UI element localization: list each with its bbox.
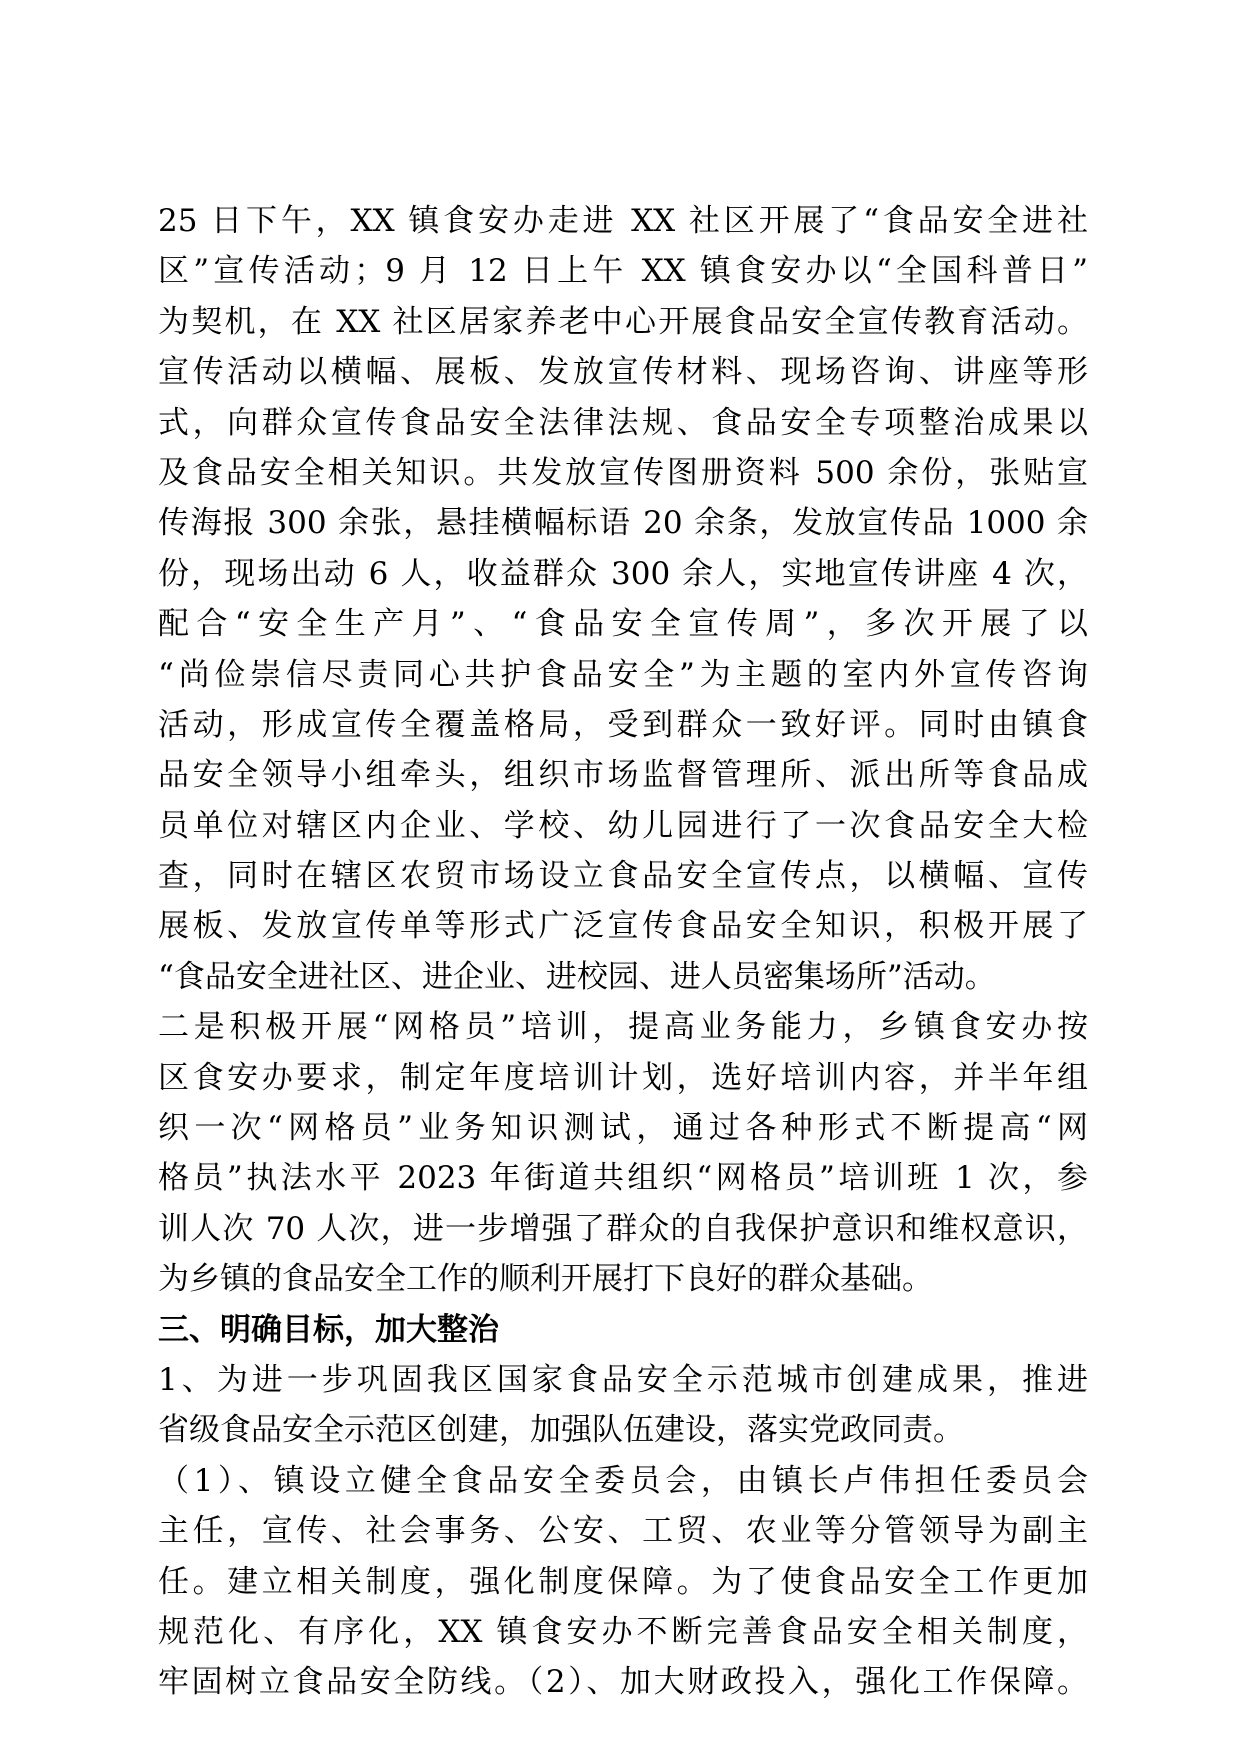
text-line: 区”宣传活动；9 月 12 日上午 XX 镇食安办以“全国科普日” (158, 253, 1088, 290)
text-line: 配合“安全生产月”、“食品安全宣传周”，多次开展了以 (158, 606, 1088, 643)
text-line: 式，向群众宣传食品安全法律法规、食品安全专项整治成果以 (158, 404, 1088, 441)
text-line: 为乡镇的食品安全工作的顺利开展打下良好的群众基础。 (158, 1261, 933, 1298)
text-line: 25 日下午，XX 镇食安办走进 XX 社区开展了“食品安全进社 (158, 203, 1088, 239)
text-line: 二是积极开展“网格员”培训，提高业务能力，乡镇食安办按 (158, 1009, 1088, 1046)
text-line: 及食品安全相关知识。共发放宣传图册资料 500 余份，张贴宣 (158, 454, 1088, 491)
text-line: 员单位对辖区内企业、学校、幼儿园进行了一次食品安全大检 (158, 807, 1088, 844)
text-line: 训人次 70 人次，进一步增强了群众的自我保护意识和维权意识， (158, 1210, 1088, 1247)
section-heading: 三、明确目标，加大整治 (158, 1311, 499, 1348)
text-line: 区食安办要求，制定年度培训计划，选好培训内容，并半年组 (158, 1059, 1088, 1096)
text-line: 份，现场出动 6 人，收益群众 300 余人，实地宣传讲座 4 次， (158, 555, 1088, 592)
text-line: 规范化、有序化，XX 镇食安办不断完善食品安全相关制度， (158, 1613, 1088, 1650)
text-line: 主任，宣传、社会事务、公安、工贸、农业等分管领导为副主 (158, 1513, 1088, 1550)
text-line: “尚俭崇信尽责同心共护食品安全”为主题的室内外宣传咨询 (158, 656, 1088, 693)
document-body (158, 196, 1088, 1708)
text-line: 任。建立相关制度，强化制度保障。为了使食品安全工作更加 (158, 1563, 1088, 1600)
text-line: 省级食品安全示范区创建，加强队伍建设，落实党政同责。 (158, 1412, 964, 1449)
text-line: 活动，形成宣传全覆盖格局，受到群众一致好评。同时由镇食 (158, 706, 1088, 743)
text-line: 为契机，在 XX 社区居家养老中心开展食品安全宣传教育活动。 (158, 303, 1088, 340)
text-line: 品安全领导小组牵头，组织市场监督管理所、派出所等食品成 (158, 757, 1088, 794)
text-line: “食品安全进社区、进企业、进校园、进人员密集场所”活动。 (158, 958, 996, 995)
text-line: 传海报 300 余张，悬挂横幅标语 20 余条，发放宣传品 1000 余 (158, 505, 1088, 542)
text-line: 1、为进一步巩固我区国家食品安全示范城市创建成果，推进 (158, 1361, 1088, 1398)
text-line: 格员”执法水平 2023 年街道共组织“网格员”培训班 1 次，参 (158, 1160, 1088, 1197)
text-line: 织一次“网格员”业务知识测试，通过各种形式不断提高“网 (158, 1110, 1088, 1147)
text-line: 牢固树立食品安全防线。（2）、加大财政投入，强化工作保障。 (158, 1664, 1088, 1701)
text-line: 宣传活动以横幅、展板、发放宣传材料、现场咨询、讲座等形 (158, 354, 1088, 391)
text-line: （1）、镇设立健全食品安全委员会，由镇长卢伟担任委员会 (158, 1462, 1088, 1499)
text-line: 查，同时在辖区农贸市场设立食品安全宣传点，以横幅、宣传 (158, 858, 1088, 895)
text-line: 展板、发放宣传单等形式广泛宣传食品安全知识，积极开展了 (158, 908, 1088, 945)
